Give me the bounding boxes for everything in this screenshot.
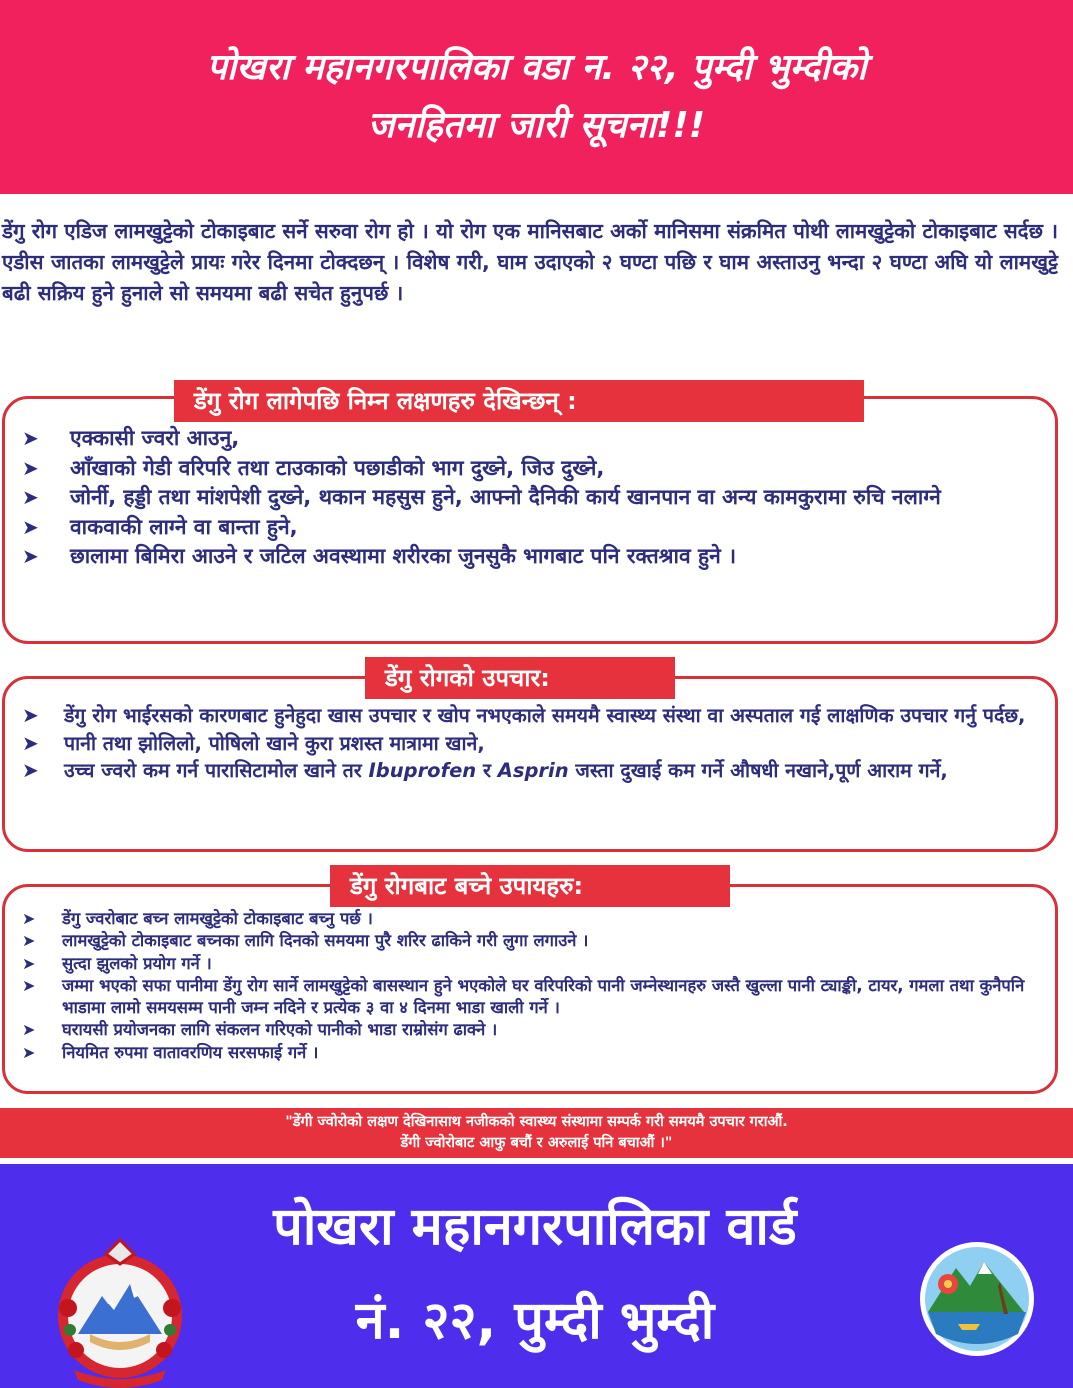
top-banner-line1: पोखरा महानगरपालिका वडा न. २२, पुम्दी भुम्दीको bbox=[206, 47, 867, 88]
bottom-banner bbox=[0, 1164, 1073, 1388]
prevention-list bbox=[18, 908, 1048, 1064]
pointing-arrow-icon: ➤ bbox=[22, 758, 39, 782]
prevention-heading: डेंगु रोगबाट बच्ने उपायहरु: bbox=[330, 865, 730, 907]
pointing-arrow-icon: ➤ bbox=[22, 975, 36, 995]
list-item: ➤ जम्मा भएको सफा पानीमा डेंगु रोग सार्ने लामखुट्टेको बासस्थान हुने भएकोले घर वरिपरिको पानी जम्नेस्थानहरु जस्तै खुल्ला पानी ट्याङ्की, टायर, गमला तथा कुनैपनि भाडामा लामो समयसम्म पानी जम्न नदिने र प्रत्येक ३ वा ४ दिनमा भाडा खाली गर्ने । bbox=[22, 975, 1025, 1018]
list-item: ➤ पानी तथा झोलिलो, पोषिलो खाने कुरा प्रशस्त मात्रामा खाने, bbox=[18, 730, 1038, 758]
list-item: ➤ छालामा बिमिरा आउने र जटिल अवस्थामा शरीरका जुनसुकै भागबाट पनि रक्तश्राव हुने । bbox=[18, 542, 1028, 572]
bottom-title-line1: पोखरा महानगरपालिका वार्ड bbox=[273, 1197, 797, 1257]
pointing-arrow-icon: ➤ bbox=[22, 514, 39, 539]
list-item: ➤ डेंगु रोग भाईरसको कारणबाट हुनेहुदा खास उपचार र खोप नभएकाले समयमै स्वास्थ्य संस्था वा अस्पताल गई लाक्षणिक उपचार गर्नु पर्दछ, bbox=[18, 702, 1038, 730]
list-item: ➤ डेंगु ज्वरोबाट बच्न लामखुट्टेको टोकाइबाट बच्नु पर्छ । bbox=[18, 908, 1048, 930]
notice-poster bbox=[0, 206, 1073, 1161]
treatment-list bbox=[18, 702, 1038, 785]
pointing-arrow-icon: ➤ bbox=[22, 455, 39, 480]
pointing-arrow-icon: ➤ bbox=[22, 426, 39, 450]
list-item: ➤ जोर्नी, हड्डी तथा मांशपेशी दुख्ने, थकान महसुस हुने, आफ्नो दैनिकी कार्य खानपान वा अन्य कामकुरामा रुचि नलाग्ने bbox=[18, 483, 1028, 513]
intro-paragraph: डेंगु रोग एडिज लामखुट्टेको टोकाइबाट सर्ने सरुवा रोग हो । यो रोग एक मानिसबाट अर्को मानिसमा संक्रमित पोथी लामखुट्टेको टोकाइबाट सर्दछ । एडीस जातका लामखुट्टेले प्रायः गरेर दिनमा टोक्दछन् । विशेष गरी, घाम उदाएको २ घण्टा पछि र घाम अस्ताउनु भन्दा २ घण्टा अघि यो लामखुट्टे बढी सक्रिय हुने हुनाले सो समयमा बढी सचेत हुनुपर्छ । bbox=[2, 219, 1058, 305]
top-banner bbox=[0, 0, 1073, 194]
pointing-arrow-icon: ➤ bbox=[22, 730, 39, 755]
pointing-arrow-icon: ➤ bbox=[22, 953, 36, 973]
drug-name: Asprin bbox=[497, 759, 569, 782]
bottom-title-line2: नं. २२, पुम्दी भुम्दी bbox=[355, 1291, 715, 1351]
drug-name: Ibuprofen bbox=[368, 759, 477, 782]
list-item: ➤ एक्कासी ज्वरो आउनु, bbox=[18, 424, 1028, 454]
pointing-arrow-icon: ➤ bbox=[22, 544, 39, 568]
symptoms-heading: डेंगु रोग लागेपछि निम्न लक्षणहरु देखिन्छन् : bbox=[174, 380, 864, 422]
ward-logo-icon bbox=[918, 1240, 1036, 1358]
footer-note-line2: डेंगी ज्वोरोबाट आफु बचौं र अरुलाई पनि बचाऔं ।" bbox=[400, 1135, 673, 1151]
list-item: ➤ लामखुट्टेको टोकाइबाट बच्नका लागि दिनको समयमा पुरै शरिर ढाकिने गरी लुगा लगाउने । bbox=[18, 930, 1048, 952]
list-item: ➤ आँखाको गेडी वरिपरि तथा टाउकाको पछाडीको भाग दुख्ने, जिउ दुख्ने, bbox=[18, 454, 1028, 484]
treatment-heading: डेंगु रोगको उपचार: bbox=[365, 657, 675, 699]
pointing-arrow-icon: ➤ bbox=[22, 931, 36, 951]
bottom-title bbox=[180, 1180, 890, 1368]
symptoms-list bbox=[18, 424, 1028, 572]
top-banner-line2: जनहितमा जारी सूचना!!! bbox=[367, 105, 706, 146]
pointing-arrow-icon: ➤ bbox=[22, 1020, 36, 1040]
pointing-arrow-icon: ➤ bbox=[22, 485, 39, 509]
list-item: ➤ नियमित रुपमा वातावरणिय सरसफाई गर्ने । bbox=[18, 1042, 1048, 1064]
pointing-arrow-icon: ➤ bbox=[22, 909, 36, 928]
list-item: ➤ वाकवाकी लाग्ने वा बान्ता हुने, bbox=[18, 513, 1028, 543]
list-item: ➤ घरायसी प्रयोजनका लागि संकलन गरिएको पानीको भाडा राम्रोसंग ढाक्ने । bbox=[18, 1019, 1048, 1041]
list-item: ➤ उच्च ज्वरो कम गर्न पारासिटामोल खाने तर Ibuprofen र Asprin जस्ता दुखाई कम गर्ने औषधी नखाने,पूर्ण आराम गर्ने, bbox=[18, 757, 1038, 785]
pointing-arrow-icon: ➤ bbox=[22, 703, 39, 727]
footer-note-line1: "डेंगी ज्वोरोको लक्षण देखिनासाथ नजीकको स्वास्थ्य संस्थामा सम्पर्क गरी समयमै उपचार गराऔं. bbox=[285, 1114, 788, 1130]
pointing-arrow-icon: ➤ bbox=[22, 1042, 36, 1062]
list-item: ➤ सुत्दा झुलको प्रयोग गर्ने । bbox=[18, 953, 1048, 975]
nepal-emblem-icon bbox=[50, 1238, 190, 1388]
footer-note bbox=[0, 1108, 1073, 1158]
